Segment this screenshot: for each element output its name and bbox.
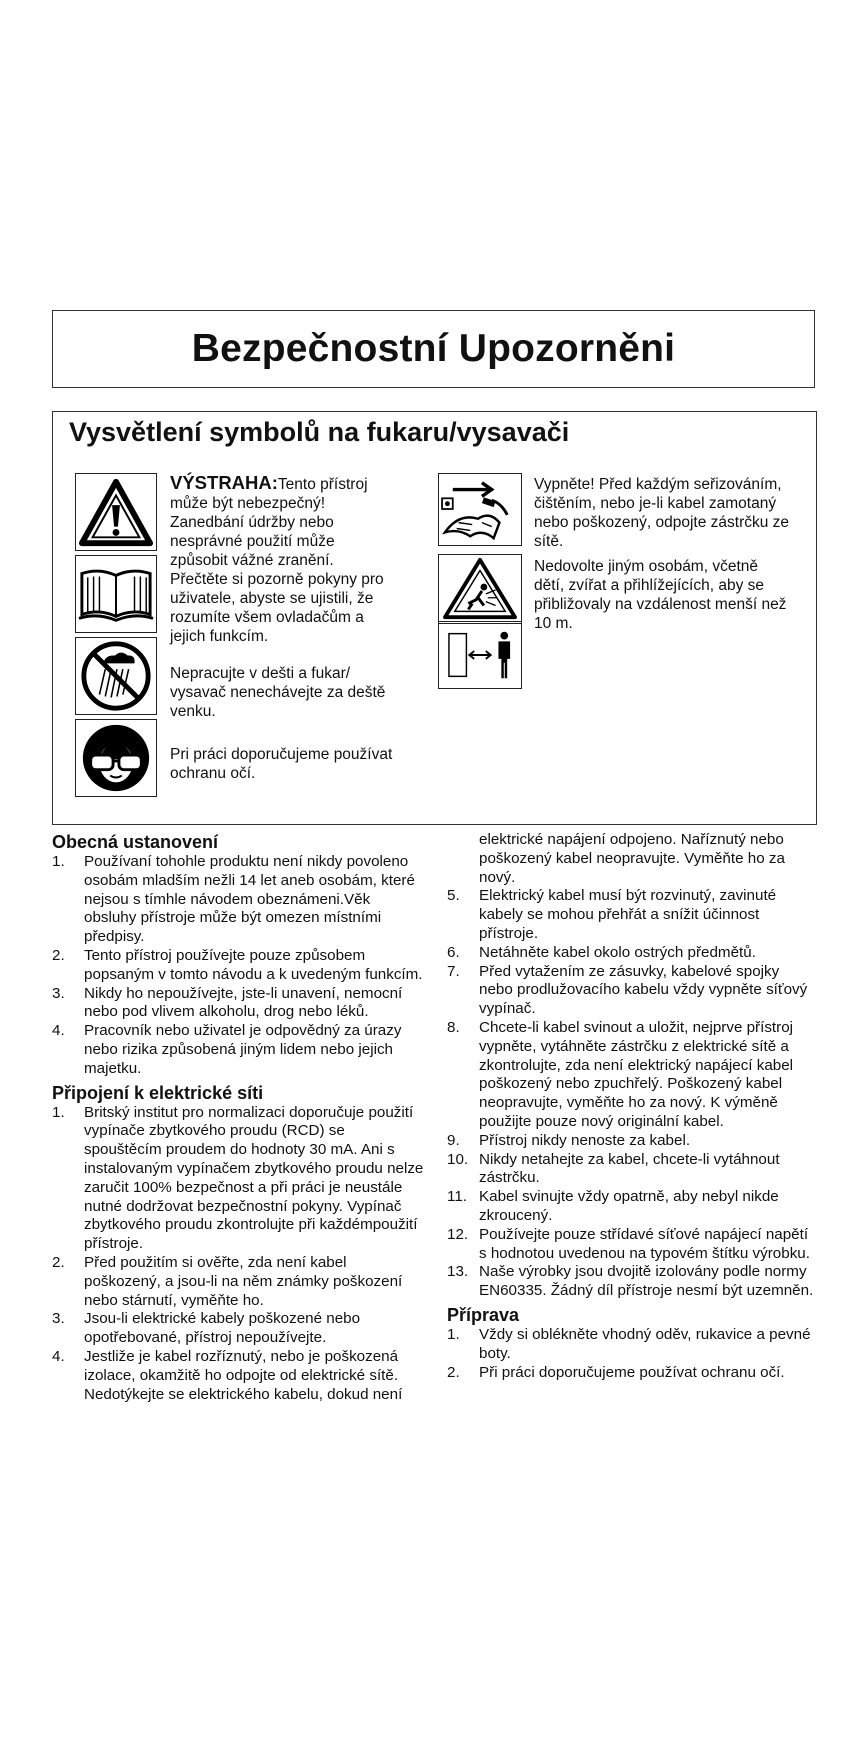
right-column: [447, 831, 815, 1385]
symbols-box: [52, 411, 817, 825]
list-item: 12. Používejte pouze střídavé síťové napájecí napětí s hodnotou uvedenou na typovém štítku výrobku.: [447, 1225, 810, 1262]
warning-head: VÝSTRAHA:: [170, 472, 278, 493]
list-item: 7. Před vytažením ze zásuvky, kabelové spojky nebo prodlužovacího kabelu vždy vypněte síťový vypínač.: [447, 962, 808, 1018]
list-item: 9. Přístroj nikdy nenoste za kabel.: [447, 1131, 691, 1149]
rain-text: Nepracujte v dešti a fukar/ vysavač nenechávejte za deště venku.: [170, 665, 386, 720]
left-column: [52, 831, 424, 1407]
list-item: 11. Kabel svinujte vždy opatrně, aby nebyl nikde zkroucený.: [447, 1188, 779, 1224]
eye-protection-icon: [75, 719, 157, 797]
general-heading: Obecná ustanovení: [52, 832, 219, 852]
electrical-list-continued: [447, 887, 815, 1301]
unplug-icon: [438, 473, 522, 546]
list-item: 2. Před použitím si ověřte, zda není kabel poškozený, a jsou-li na něm známky poškození nebo stárnutí, vyměňte ho.: [52, 1253, 403, 1309]
preparation-list: [447, 1326, 815, 1382]
electrical-item-4-continued: elektrické napájení odpojeno. Naříznutý nebo poškozený kabel neopravujte. Vyměňte ho za nový.: [479, 831, 785, 886]
page-title: Bezpečnostní Upozorněni: [191, 327, 676, 370]
list-item: 8. Chcete-li kabel svinout a uložit, nejprve přístroj vypněte, vytáhněte zástrčku z elektrické sítě a zkontrolujte, zda není elektrický napájecí kabel poškozený nebo zpuchřelý. Poškozený kabel neopravujte, vyměňte ho za nový. K výměně použijte pouze nový originální kabel.: [447, 1018, 794, 1130]
list-item: 3. Nikdy ho nepoužívejte, jste-li unavení, nemocní nebo pod vlivem alkoholu, drog nebo léků.: [52, 984, 403, 1021]
distance-person-icon: [438, 621, 522, 689]
switch-off-text: Vypněte! Před každým seřizováním, čištěním, nebo je-li kabel zamotaný nebo poškozený, odpojte zástrčku ze sítě.: [534, 476, 790, 550]
keep-distance-warning-icon: [438, 554, 522, 624]
list-item: 13. Naše výrobky jsou dvojitě izolovány podle normy EN60335. Žádný díl přístroje nesmí být uzemněn.: [447, 1263, 814, 1300]
warning-text: [170, 473, 395, 646]
list-item: 10. Nikdy netahejte za kabel, chcete-li vytáhnout zástrčku.: [447, 1150, 780, 1187]
list-item: 1. Vždy si oblékněte vhodný oděv, rukavice a pevné boty.: [447, 1325, 811, 1362]
title-box: [52, 310, 815, 388]
warning-triangle-icon: [75, 473, 157, 551]
list-item: 2. Tento přístroj používejte pouze způsobem popsaným v tomto návodu a k uvedeným funkcím.: [52, 946, 423, 983]
no-rain-icon: [75, 637, 157, 715]
list-item: 1. Britský institut pro normalizaci doporučuje použití vypínače zbytkového proudu (RCD) se spouštěcím proudem do hodnoty 30 mA. Ani s instalovaným vypínačem zbytkového proudu nelze zaručit 100% bezpečnost a při práci je neustále nutné dodržovat bezpečnostní pokyny. Vypínač zbytkového proudu zkontrolujte při každémpoužití přístroje.: [52, 1103, 424, 1253]
preparation-heading: Příprava: [447, 1304, 520, 1325]
electrical-heading: Připojení k elektrické síti: [52, 1082, 264, 1103]
list-item: 6. Netáhněte kabel okolo ostrých předmětů.: [447, 943, 756, 961]
eye-text: Pri práci doporučujeme používat ochranu očí.: [170, 746, 393, 782]
read-manual-icon: [75, 555, 157, 633]
list-item: 2. Při práci doporučujeme používat ochranu očí.: [447, 1363, 785, 1381]
distance-text: Nedovolte jiným osobám, včetně dětí, zvířat a přihlížejících, aby se přibližovaly na vzdálenost menší než 10 m.: [534, 558, 787, 632]
list-item: 3. Jsou-li elektrické kabely poškozené nebo opotřebované, přístroj nepoužívejte.: [52, 1310, 361, 1347]
symbols-heading: Vysvětlení symbolů na fukaru/vysavači: [69, 417, 570, 447]
warning-body: Tento přístroj může být nebezpečný! Zanedbání údržby nebo nesprávné použití může způsobit vážné zranění. Přečtěte si pozorně pokyny pro uživatele, abyste se ujistili, že rozumíte všem ovladačům a jejich funkcím.: [170, 476, 384, 645]
list-item: 4. Jestliže je kabel rozříznutý, nebo je poškozená izolace, okamžitě ho odpojte od elektrické sítě. Nedotýkejte se elektrického kabelu, dokud není: [52, 1347, 403, 1403]
list-item: 1. Používaní tohohle produktu není nikdy povoleno osobám mladším nežli 14 let aneb osobám, které nejsou s tímhle návodem obeznámeni.Věk obsluhy přístroje může být omezen místními předpisy.: [52, 853, 415, 946]
list-item: 5. Elektrický kabel musí být rozvinutý, zavinuté kabely se mohou přehřát a snížit účinnost přístroje.: [447, 887, 777, 942]
electrical-list: [52, 1104, 424, 1405]
general-list: [52, 853, 424, 1079]
list-item: 4. Pracovník nebo uživatel je odpovědný za úrazy nebo rizika způsobená jiným lidem nebo jejich majetku.: [52, 1022, 402, 1077]
